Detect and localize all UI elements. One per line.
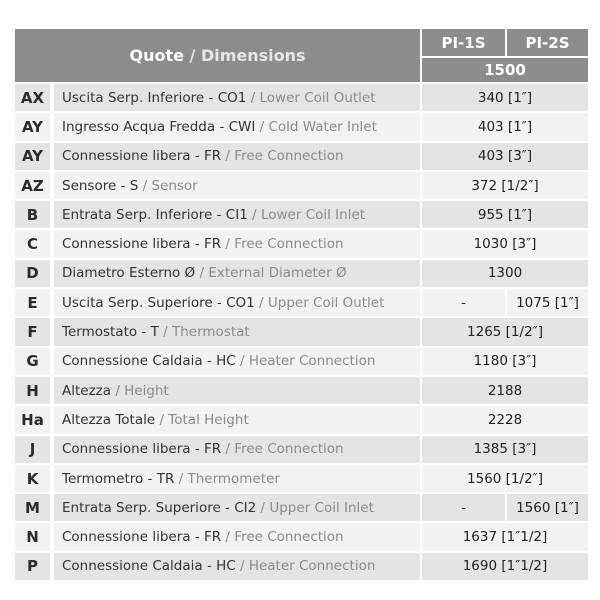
table-row [15, 406, 588, 433]
row-value: 955 [1″] [422, 201, 588, 228]
table-header [15, 29, 588, 82]
table-row [15, 260, 588, 287]
row-value-pi-2s: 1075 [1″] [507, 289, 588, 316]
row-description-sep: / [221, 529, 235, 546]
row-description-it: Connessione libera - FR [62, 441, 222, 458]
row-description-it: Connessione libera - FR [62, 236, 222, 253]
header-title-sep: / [183, 46, 201, 65]
row-code: F [15, 318, 50, 345]
row-description-sep: / [221, 441, 235, 458]
row-value: 1690 [1″1/2] [422, 553, 588, 580]
table-row [15, 84, 588, 111]
table-row [15, 289, 588, 316]
row-description-sep: / [174, 470, 188, 487]
row-description-it: Connessione libera - FR [62, 529, 222, 546]
row-description-en: Total Height [168, 411, 249, 428]
table-row [15, 377, 588, 404]
row-description-it: Termostato - T [62, 324, 159, 341]
row-description [54, 318, 420, 345]
row-description-it: Uscita Serp. Inferiore - CO1 [62, 89, 247, 106]
row-description-it: Connessione Caldaia - HC [62, 353, 236, 370]
row-description-en: Free Connection [234, 236, 344, 253]
row-description-it: Connessione libera - FR [62, 148, 222, 165]
row-description-en: Free Connection [234, 148, 344, 165]
table-row [15, 523, 588, 550]
row-description-sep: / [155, 411, 169, 428]
table-row [15, 113, 588, 140]
row-value: 1637 [1″1/2] [422, 523, 588, 550]
row-description-it: Uscita Serp. Superiore - CO1 [62, 294, 255, 311]
row-value: 1300 [422, 260, 588, 287]
row-code: AX [15, 84, 50, 111]
row-description-sep: / [235, 558, 249, 575]
table-row [15, 348, 588, 375]
row-description-it: Entrata Serp. Superiore - CI2 [62, 499, 257, 516]
row-value: 1180 [3″] [422, 348, 588, 375]
row-value: 1265 [1/2″] [422, 318, 588, 345]
row-description-en: Heater Connection [248, 353, 376, 370]
row-description-it: Connessione Caldaia - HC [62, 558, 236, 575]
header-title-it: Quote [129, 46, 184, 65]
row-description [54, 143, 420, 170]
row-description [54, 436, 420, 463]
capacity-header: 1500 [422, 58, 588, 82]
row-code: AY [15, 113, 50, 140]
model-pi-1s-header: PI-1S [422, 29, 505, 56]
row-description-it: Diametro Esterno Ø [62, 265, 196, 282]
row-value-pi-1s: - [422, 494, 505, 521]
table-row [15, 494, 588, 521]
row-description [54, 523, 420, 550]
row-description [54, 84, 420, 111]
row-description-en: Sensor [151, 177, 198, 194]
row-description-sep: / [255, 118, 269, 135]
row-description [54, 348, 420, 375]
row-description [54, 553, 420, 580]
table-row [15, 553, 588, 580]
table-row [15, 143, 588, 170]
row-description-sep: / [254, 294, 268, 311]
row-code: B [15, 201, 50, 228]
table-row [15, 436, 588, 463]
row-code: G [15, 348, 50, 375]
table-row [15, 230, 588, 257]
row-description [54, 113, 420, 140]
row-description-it: Ingresso Acqua Fredda - CWI [62, 118, 256, 135]
row-description [54, 201, 420, 228]
row-description-sep: / [256, 499, 270, 516]
row-description-it: Entrata Serp. Inferiore - CI1 [62, 206, 248, 223]
row-description-sep: / [158, 324, 172, 341]
row-code: M [15, 494, 50, 521]
row-description [54, 289, 420, 316]
row-description-it: Altezza Totale [62, 411, 156, 428]
row-code: AY [15, 143, 50, 170]
header-title [15, 29, 420, 82]
row-description-en: Thermometer [187, 470, 280, 487]
row-description-sep: / [195, 265, 209, 282]
table-row [15, 201, 588, 228]
table-row [15, 318, 588, 345]
row-description [54, 230, 420, 257]
row-code: J [15, 436, 50, 463]
row-description-it: Termometro - TR [62, 470, 175, 487]
row-description-en: Thermostat [171, 324, 250, 341]
row-value: 372 [1/2″] [422, 172, 588, 199]
row-code: D [15, 260, 50, 287]
row-description-sep: / [246, 89, 260, 106]
row-description-en: Upper Coil Inlet [269, 499, 374, 516]
row-value: 403 [3″] [422, 143, 588, 170]
header-title-en: Dimensions [200, 46, 306, 65]
row-value: 1560 [1/2″] [422, 465, 588, 492]
row-code: C [15, 230, 50, 257]
row-value: 1385 [3″] [422, 436, 588, 463]
row-description [54, 172, 420, 199]
row-description-it: Altezza [62, 382, 112, 399]
row-description-en: Free Connection [234, 529, 344, 546]
row-value: 2188 [422, 377, 588, 404]
row-code: AZ [15, 172, 50, 199]
row-code: Ha [15, 406, 50, 433]
row-description-en: External Diameter Ø [208, 265, 347, 282]
row-description-en: Height [124, 382, 169, 399]
dimensions-table [15, 29, 588, 580]
row-value: 340 [1″] [422, 84, 588, 111]
row-code: P [15, 553, 50, 580]
row-description [54, 406, 420, 433]
row-description-en: Cold Water Inlet [268, 118, 377, 135]
row-description-sep: / [221, 148, 235, 165]
row-code: K [15, 465, 50, 492]
row-description-sep: / [221, 236, 235, 253]
row-description [54, 260, 420, 287]
row-description-sep: / [235, 353, 249, 370]
row-description-en: Lower Coil Inlet [260, 206, 366, 223]
row-value-pi-1s: - [422, 289, 505, 316]
row-description-en: Heater Connection [248, 558, 376, 575]
row-value: 403 [1″] [422, 113, 588, 140]
row-value-pi-2s: 1560 [1″] [507, 494, 588, 521]
table-row [15, 465, 588, 492]
row-description-sep: / [138, 177, 152, 194]
row-description-en: Lower Coil Outlet [259, 89, 376, 106]
row-description-en: Free Connection [234, 441, 344, 458]
row-description-en: Upper Coil Outlet [267, 294, 385, 311]
row-value: 2228 [422, 406, 588, 433]
table-row [15, 172, 588, 199]
table-body [15, 84, 588, 580]
row-code: E [15, 289, 50, 316]
model-pi-2s-header: PI-2S [507, 29, 588, 56]
row-description [54, 494, 420, 521]
row-description [54, 377, 420, 404]
row-value: 1030 [3″] [422, 230, 588, 257]
row-description-sep: / [111, 382, 125, 399]
row-description [54, 465, 420, 492]
row-description-it: Sensore - S [62, 177, 139, 194]
row-code: N [15, 523, 50, 550]
row-description-sep: / [247, 206, 261, 223]
row-code: H [15, 377, 50, 404]
